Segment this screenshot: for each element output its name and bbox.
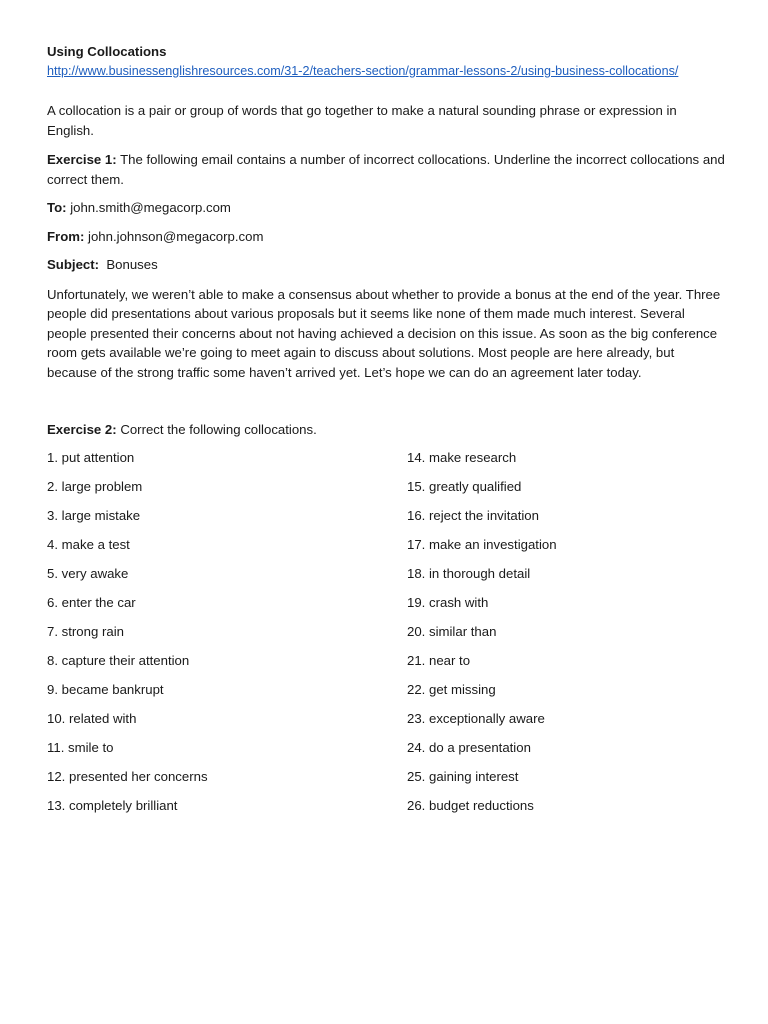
list-item: 13. completely brilliant bbox=[47, 797, 178, 813]
list-item: 9. became bankrupt bbox=[47, 681, 164, 697]
list-item: 19. crash with bbox=[407, 594, 489, 610]
list-item: 26. budget reductions bbox=[407, 797, 534, 813]
source-link[interactable]: http://www.businessenglishresources.com/31-2/teachers-section/grammar-lessons-2/using-business-collocations/ bbox=[47, 63, 679, 78]
list-item: 23. exceptionally aware bbox=[407, 710, 545, 726]
list-item: 15. greatly qualified bbox=[407, 478, 522, 494]
email-subject-value: Bonuses bbox=[99, 257, 158, 272]
email-from-label: From: bbox=[47, 228, 85, 244]
email-to-label: To: bbox=[47, 200, 67, 215]
exercise1-instruction bbox=[47, 150, 727, 189]
exercise2-instruction bbox=[47, 420, 727, 440]
exercise1-label: Exercise 1: bbox=[47, 152, 117, 167]
exercise2-label: Exercise 2: bbox=[47, 422, 117, 437]
email-body: Unfortunately, we weren’t able to make a consensus about whether to provide a bonus at the end of the year. Three people did presentations about various proposals but it seems like none of them made much interest. Several people presented their concerns about not having achieved a decision on this issue. As soon as the big conference room gets available we’re going to meet again to discuss about solutions. Most people are here already, but because of the strong traffic some haven’t arrived yet. Let’s hope we can do an agreement later today. bbox=[47, 286, 721, 380]
intro-paragraph: A collocation is a pair or group of words that go together to make a natural sounding phrase or expression in English. bbox=[47, 103, 677, 138]
list-item: 4. make a test bbox=[47, 536, 130, 552]
list-item: 5. very awake bbox=[47, 565, 129, 581]
collocation-columns bbox=[47, 448, 727, 825]
email-subject bbox=[47, 255, 727, 275]
list-item: 3. large mistake bbox=[47, 507, 141, 523]
list-item: 21. near to bbox=[407, 652, 471, 668]
email-subject-label: Subject: bbox=[47, 257, 100, 272]
list-item: 14. make research bbox=[407, 449, 517, 465]
list-item: 1. put attention bbox=[47, 449, 135, 465]
list-item: 2. large problem bbox=[47, 478, 143, 494]
exercise1-text: The following email contains a number of incorrect collocations. Underline the incorrect collocations and correct them. bbox=[47, 152, 725, 187]
list-item: 18. in thorough detail bbox=[407, 565, 531, 581]
list-item: 11. smile to bbox=[47, 739, 114, 755]
list-item: 7. strong rain bbox=[47, 623, 124, 639]
document-page bbox=[47, 42, 727, 825]
email-from-value: john.johnson@megacorp.com bbox=[84, 228, 264, 244]
list-item: 22. get missing bbox=[407, 681, 496, 697]
list-item: 8. capture their attention bbox=[47, 652, 190, 668]
list-item: 25. gaining interest bbox=[407, 768, 519, 784]
email-from bbox=[47, 227, 727, 247]
email-to-value: john.smith@megacorp.com bbox=[66, 200, 231, 215]
list-item: 24. do a presentation bbox=[407, 739, 531, 755]
list-item: 10. related with bbox=[47, 710, 137, 726]
collocation-list-left bbox=[47, 448, 407, 825]
collocation-list-right bbox=[407, 448, 727, 825]
list-item: 12. presented her concerns bbox=[47, 768, 208, 784]
list-item: 16. reject the invitation bbox=[407, 507, 539, 523]
email-to bbox=[47, 198, 727, 218]
exercise2-text: Correct the following collocations. bbox=[116, 422, 317, 437]
list-item: 20. similar than bbox=[407, 623, 497, 639]
document-title: Using Collocations bbox=[47, 44, 167, 59]
list-item: 17. make an investigation bbox=[407, 536, 557, 552]
list-item: 6. enter the car bbox=[47, 594, 136, 610]
